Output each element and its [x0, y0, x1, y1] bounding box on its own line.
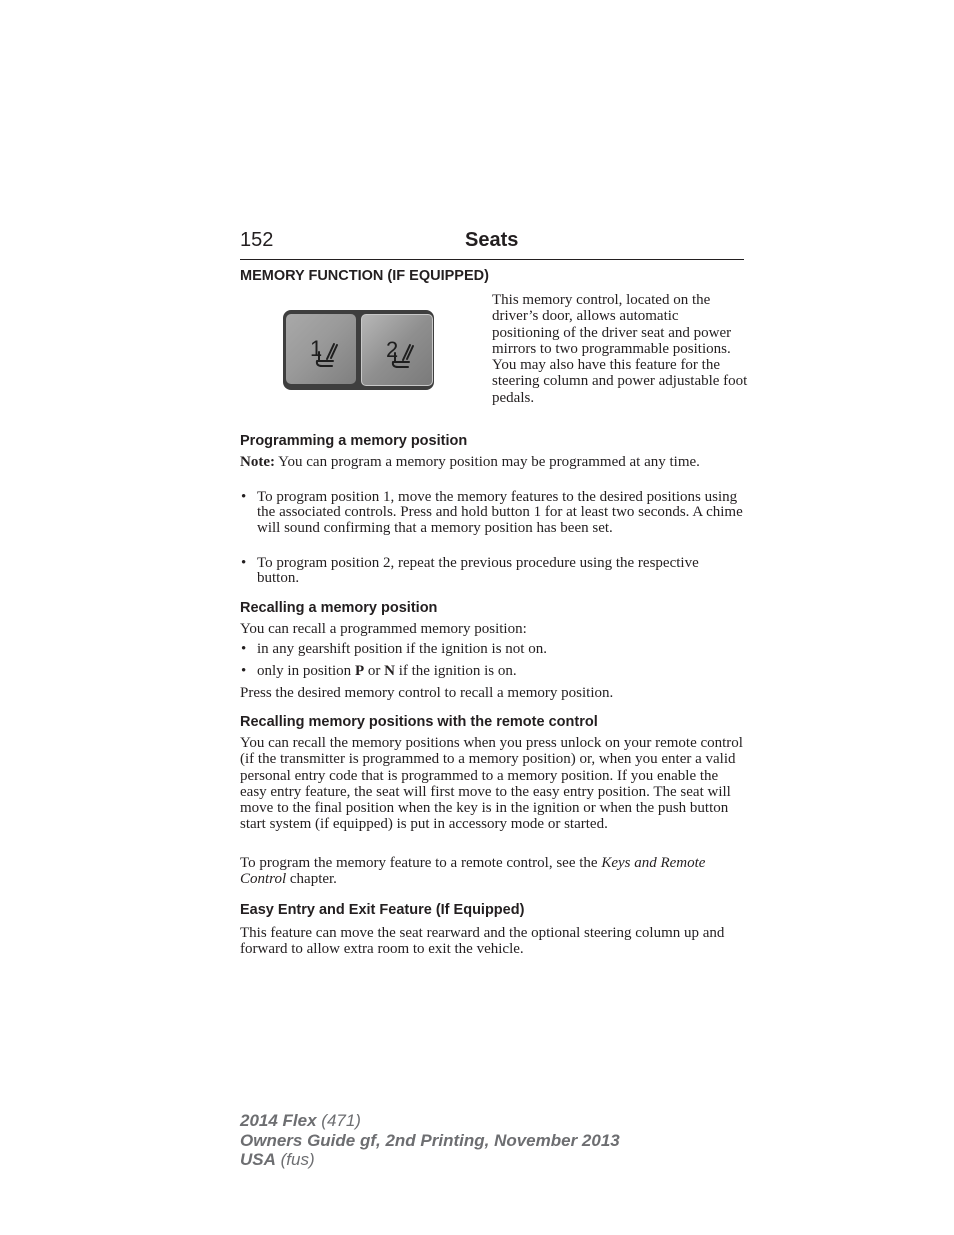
- list-item: • To program position 2, repeat the previous procedure using the respective button.: [241, 555, 699, 587]
- easy-entry-paragraph: This feature can move the seat rearward and the optional steering column up and forward to allow extra room to exit the vehicle.: [240, 925, 725, 958]
- seat-icon: [286, 314, 356, 384]
- chapter-title: Seats: [465, 229, 519, 251]
- button-1-number: 1: [310, 336, 323, 361]
- recalling-outro: Press the desired memory control to recall a memory position.: [240, 685, 614, 701]
- memory-buttons-figure: [283, 310, 434, 390]
- programming-note: [240, 454, 744, 470]
- list-item: • To program position 1, move the memory features to the desired positions using the associated controls. Press and hold button 1 for at least two seconds. A chime will sound confirming that a memory position has been set.: [241, 489, 743, 536]
- programming-heading: Programming a memory position: [240, 433, 468, 449]
- remote-program-paragraph: To program the memory feature to a remote control, see the Keys and Remote Control chapter.: [240, 855, 706, 888]
- footer-region-line: USA (fus): [240, 1150, 315, 1169]
- remote-heading: Recalling memory positions with the remote control: [240, 714, 598, 730]
- recalling-intro: You can recall a programmed memory position:: [240, 621, 527, 637]
- recalling-heading: Recalling a memory position: [240, 600, 438, 616]
- list-item: • in any gearshift position if the ignition is not on.: [241, 641, 547, 657]
- bullet-dot: •: [241, 489, 247, 505]
- page-header: [240, 229, 744, 260]
- memory-function-heading: MEMORY FUNCTION (IF EQUIPPED): [240, 268, 489, 284]
- note-text: You can program a memory position may be programmed at any time.: [274, 454, 700, 470]
- gear-n: N: [384, 663, 395, 679]
- bullet-dot: •: [241, 663, 247, 679]
- keys-remote-link: Keys and Remote Control: [240, 855, 706, 888]
- gear-p: P: [354, 663, 365, 679]
- note-label: Note:: [240, 454, 275, 470]
- list-item: • only in position P or N if the ignition is on.: [241, 663, 517, 679]
- memory-intro-text: This memory control, located on the driver’s door, allows automatic positioning of the driver seat and power mirrors to two programmable positions. You may also have this feature for the steering column and power adjustable foot pedals.: [492, 292, 748, 406]
- button-2-number: 2: [386, 337, 399, 362]
- page-footer: [240, 1111, 620, 1170]
- seat-icon: [362, 315, 432, 385]
- remote-paragraph: You can recall the memory positions when you press unlock on your remote control (if the transmitter is programmed to a memory position) or, when you enter a valid personal entry code that is programmed to a memory position. If you enable the easy entry feature, the seat will first move to the easy entry position. The seat will move to the final position when the key is in the ignition or when the push button start system (if equipped) is put in accessory mode or started.: [240, 735, 743, 833]
- bullet-dot: •: [241, 641, 247, 657]
- page-number: 152: [240, 229, 274, 251]
- bullet-dot: •: [241, 555, 247, 571]
- memory-button-1: [286, 314, 356, 384]
- footer-model-line: 2014 Flex (471): [240, 1111, 361, 1130]
- easy-entry-heading: Easy Entry and Exit Feature (If Equipped): [240, 902, 525, 918]
- memory-button-2: [361, 314, 433, 386]
- footer-guide-line: Owners Guide gf, 2nd Printing, November 2013: [240, 1130, 620, 1150]
